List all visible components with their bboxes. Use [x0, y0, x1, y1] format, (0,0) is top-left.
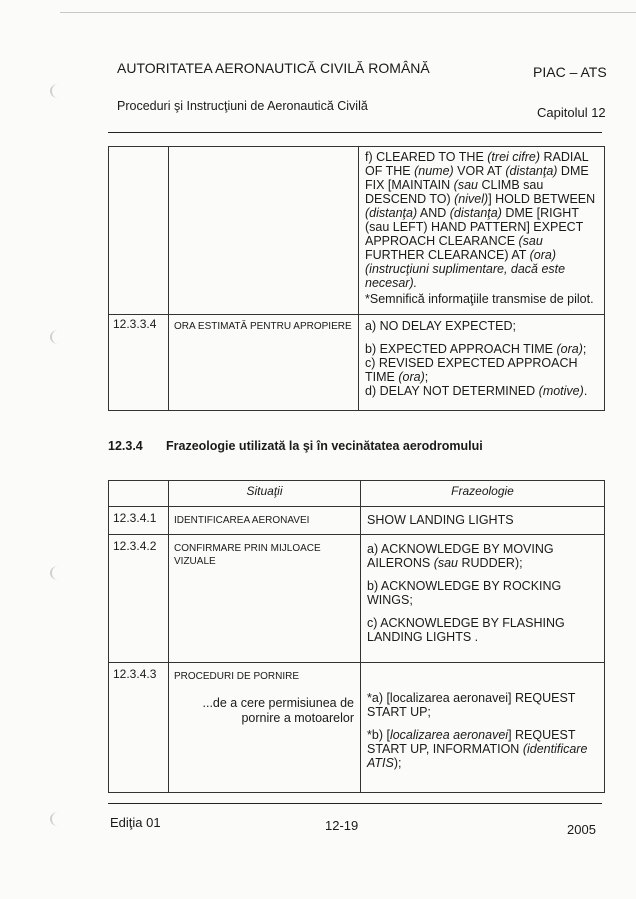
table-cell-situation: CONFIRMARE PRIN MIJLOACE VIZUALE	[169, 535, 361, 663]
section-title: Frazeologie utilizată la şi în vecinătatea aerodromului	[166, 439, 483, 453]
punch-hole-mark	[50, 330, 66, 344]
table-cell-phraseology: a) NO DELAY EXPECTED; b) EXPECTED APPROACH TIME (ora); c) REVISED EXPECTED APPROACH TIME (ora); d) DELAY NOT DETERMINED (motive).	[359, 315, 605, 411]
table-header-code	[109, 481, 169, 507]
footer-page-number: 12-19	[325, 818, 359, 833]
punch-hole-mark	[50, 812, 66, 826]
subsituation-line: pornire a motoarelor	[241, 711, 354, 725]
subsituation-line: ...de a cere permisiunea de	[202, 696, 354, 710]
table-cell-phraseology: *a) [localizarea aeronavei] REQUEST START UP; *b) [localizarea aeronavei] REQUEST START UP, INFORMATION (identificare ATIS);	[361, 663, 605, 793]
scan-top-edge	[60, 12, 636, 13]
table-row	[109, 535, 605, 663]
table-row	[109, 507, 605, 535]
header-doc-title: Proceduri şi Instrucţiuni de Aeronautică Civilă	[117, 99, 368, 113]
table-cell-situation	[169, 147, 359, 315]
table-cell-situation: IDENTIFICAREA AERONAVEI	[169, 507, 361, 535]
punch-hole-mark	[50, 84, 66, 98]
table-cell-situation: PROCEDURI DE PORNIRE ...de a cere permisiunea de pornire a motoarelor	[169, 663, 361, 793]
table-cell-code: 12.3.4.1	[109, 507, 169, 535]
header-rule	[108, 132, 602, 133]
section-number: 12.3.4	[108, 439, 143, 453]
table-cell-phraseology: SHOW LANDING LIGHTS	[361, 507, 605, 535]
table-cell-phraseology: a) ACKNOWLEDGE BY MOVING AILERONS (sau RUDDER); b) ACKNOWLEDGE BY ROCKING WINGS; c) ACKNOWLEDGE BY FLASHING LANDING LIGHTS .	[361, 535, 605, 663]
aerodrome-phraseology-table	[108, 480, 605, 793]
table-row	[109, 147, 605, 315]
header-organization: AUTORITATEA AERONAUTICĂ CIVILĂ ROMÂNĂ	[117, 60, 430, 76]
phraseology-table-continued	[108, 146, 605, 411]
footer-edition: Ediţia 01	[110, 815, 161, 830]
table-cell-code: 12.3.4.3	[109, 663, 169, 793]
header-code: PIAC – ATS	[533, 64, 607, 80]
footer-year: 2005	[567, 822, 596, 837]
table-header-situation: Situaţii	[169, 481, 361, 507]
table-cell-code	[109, 147, 169, 315]
header-chapter: Capitolul 12	[537, 105, 606, 120]
table-cell-code: 12.3.3.4	[109, 315, 169, 411]
footer-rule	[108, 803, 602, 804]
table-cell-code: 12.3.4.2	[109, 535, 169, 663]
table-header-row	[109, 481, 605, 507]
table-cell-phraseology: f) CLEARED TO THE (trei cifre) RADIAL OF THE (nume) VOR AT (distanţa) DME FIX [MAINTAIN (sau CLIMB sau DESCEND TO) (nivel)] HOLD BETWEEN (distanţa) AND (distanţa) DME [RIGHT (sau LEFT) HAND PATTERN] EXPECT APPROACH CLEARANCE (sau FURTHER CLEARANCE) AT (ora) (instrucţiuni suplimentare, dacă este necesar). *Semnifică informaţiile transmise de pilot.	[359, 147, 605, 315]
table-row	[109, 663, 605, 793]
table-cell-situation: ORA ESTIMATĂ PENTRU APROPIERE	[169, 315, 359, 411]
table-header-phraseology: Frazeologie	[361, 481, 605, 507]
pilot-note: *Semnifică informaţiile transmise de pilot.	[365, 292, 594, 306]
table-row	[109, 315, 605, 411]
punch-hole-mark	[50, 566, 66, 580]
